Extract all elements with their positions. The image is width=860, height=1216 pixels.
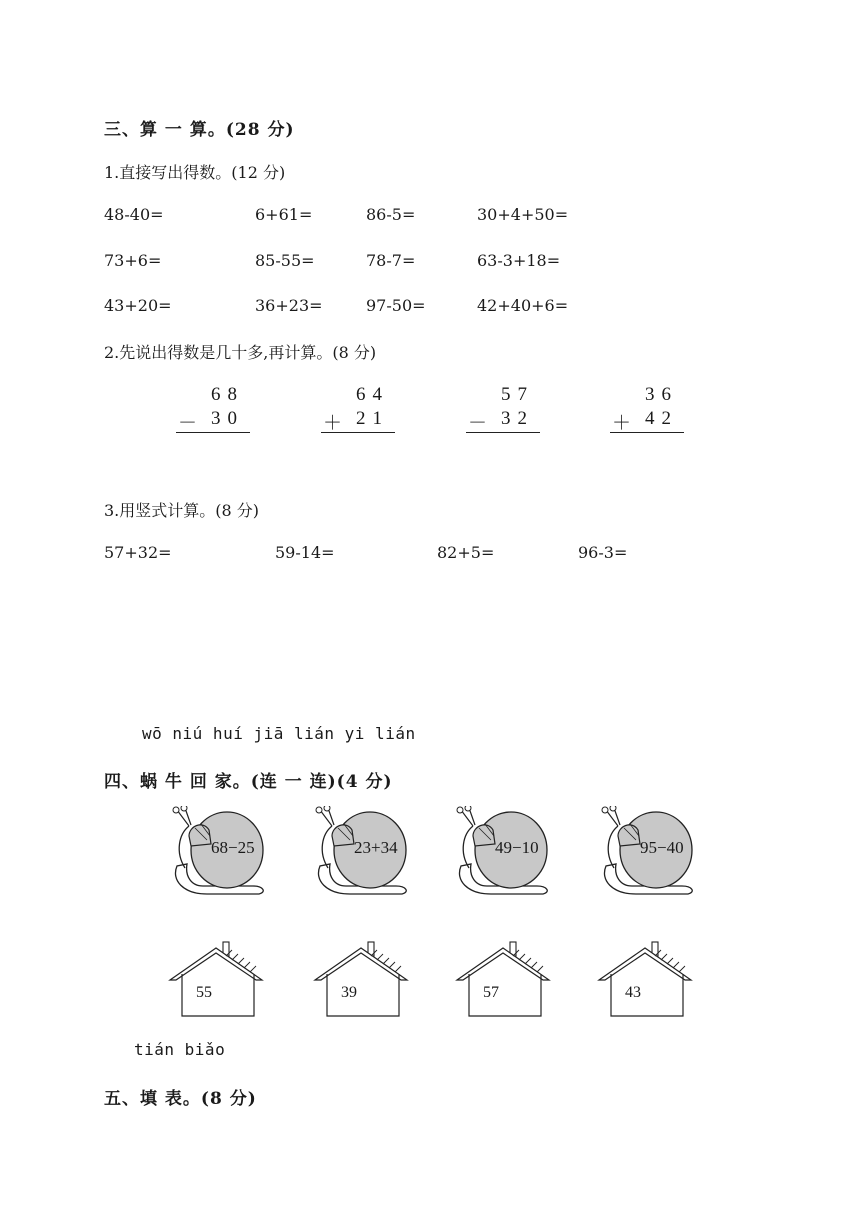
expression: 59-14= (275, 543, 335, 562)
snail-expression: 23+34 (354, 838, 398, 857)
snail[interactable] (163, 806, 267, 902)
operator: ＋ (612, 413, 632, 434)
expression: 97-50= (366, 296, 426, 315)
snail-expression: 95−40 (640, 838, 684, 857)
house-number: 39 (341, 984, 357, 1001)
house-number: 43 (625, 984, 641, 1001)
vertical-problem (466, 384, 540, 433)
part-2-title: 2.先说出得数是几十多,再计算。(8 分) (104, 343, 377, 362)
house[interactable] (166, 940, 266, 1020)
house-icon (595, 940, 695, 1020)
expression: 42+40+6= (477, 296, 569, 315)
expression: 63-3+18= (477, 251, 561, 270)
bottom-number: 30 (211, 408, 244, 429)
vertical-problem (321, 384, 395, 433)
expression: 78-7= (366, 251, 416, 270)
part-1-title: 1.直接写出得数。(12 分) (104, 163, 286, 182)
house[interactable] (453, 940, 553, 1020)
bottom-number: 42 (645, 408, 678, 429)
snail[interactable] (447, 806, 551, 902)
house[interactable] (311, 940, 411, 1020)
snail-expression: 68−25 (211, 838, 255, 857)
section-3-heading: 三、算 一 算。(28 分) (104, 120, 295, 140)
top-number: 36 (645, 384, 678, 405)
expression: 43+20= (104, 296, 172, 315)
snail[interactable] (306, 806, 410, 902)
expression: 57+32= (104, 543, 172, 562)
snail[interactable] (592, 806, 696, 902)
section-5-pinyin: tián biǎo (134, 1040, 226, 1059)
house[interactable] (595, 940, 695, 1020)
section-4-pinyin: wō niú huí jiā lián yi lián (142, 724, 416, 743)
expression: 73+6= (104, 251, 162, 270)
top-number: 64 (356, 384, 389, 405)
expression: 30+4+50= (477, 205, 569, 224)
section-5-heading: 五、填 表。(8 分) (104, 1089, 257, 1109)
operator: ＋ (323, 413, 343, 434)
bottom-number: 32 (501, 408, 534, 429)
operator: － (178, 413, 198, 434)
expression: 86-5= (366, 205, 416, 224)
vertical-problem (176, 384, 250, 433)
operator: － (468, 413, 488, 434)
expression: 82+5= (437, 543, 495, 562)
expression: 96-3= (578, 543, 628, 562)
top-number: 68 (211, 384, 244, 405)
expression: 6+61= (255, 205, 313, 224)
house-icon (453, 940, 553, 1020)
expression: 48-40= (104, 205, 164, 224)
expression: 85-55= (255, 251, 315, 270)
snail-expression: 49−10 (495, 838, 539, 857)
bottom-row (176, 408, 250, 433)
top-number: 57 (501, 384, 534, 405)
bottom-number: 21 (356, 408, 389, 429)
vertical-problem (610, 384, 684, 433)
house-icon (166, 940, 266, 1020)
house-number: 55 (196, 984, 212, 1001)
house-icon (311, 940, 411, 1020)
expression: 36+23= (255, 296, 323, 315)
bottom-row (610, 408, 684, 433)
house-number: 57 (483, 984, 499, 1001)
bottom-row (466, 408, 540, 433)
part-3-title: 3.用竖式计算。(8 分) (104, 501, 260, 520)
section-4-heading: 四、蜗 牛 回 家。(连 一 连)(4 分) (104, 772, 393, 792)
bottom-row (321, 408, 395, 433)
